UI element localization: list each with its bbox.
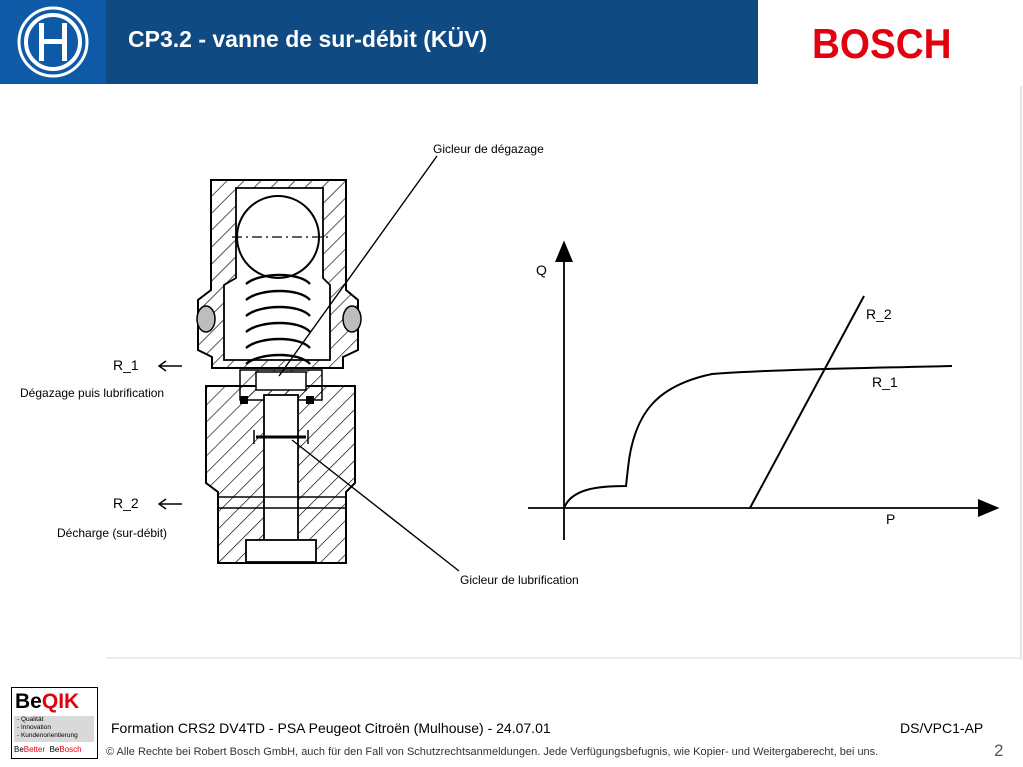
beqik-badge xyxy=(11,687,98,759)
flow-pressure-graph xyxy=(528,244,996,540)
axis-label-p: P xyxy=(886,511,896,527)
beqik-title: BeQIK xyxy=(15,690,80,713)
footer-copyright: © Alle Rechte bei Robert Bosch GmbH, auch für den Fall von Schutzrechtsanmeldungen. Jede Verfügungsbefugnis, wie Kopier- und Weitergaberecht, bei uns. xyxy=(106,746,879,758)
label-r1-port: R_1 xyxy=(113,357,139,373)
curve-label-r2: R_2 xyxy=(866,306,892,322)
footer-course: Formation CRS2 DV4TD - PSA Peugeot Citroën (Mulhouse) - 24.07.01 xyxy=(111,720,551,736)
label-r2-port: R_2 xyxy=(113,495,139,511)
label-decharge: Décharge (sur-débit) xyxy=(57,526,168,540)
valve-cross-section xyxy=(197,180,361,563)
bosch-logo xyxy=(0,0,106,84)
curve-label-r1: R_1 xyxy=(872,374,898,390)
label-gicleur-lubrification: Gicleur de lubrification xyxy=(460,573,579,587)
axis-label-q: Q xyxy=(536,262,547,278)
page-number: 2 xyxy=(994,741,1004,760)
footer-department: DS/VPC1-AP xyxy=(900,720,984,736)
label-gicleur-degazage: Gicleur de dégazage xyxy=(433,142,544,156)
beqik-slogan: BeBetter BeBosch xyxy=(14,745,82,754)
list-item: - Innovation xyxy=(17,724,51,731)
list-item: - Kundenorientierung xyxy=(17,732,78,739)
curve-r2 xyxy=(750,296,864,508)
list-item: - Qualität xyxy=(17,716,44,723)
label-degazage: Dégazage puis lubrification xyxy=(20,386,165,400)
bosch-armature-icon xyxy=(14,5,92,79)
brand-wordmark: BOSCH xyxy=(812,20,952,67)
beqik-values-list xyxy=(14,716,94,742)
page-title: CP3.2 - vanne de sur-débit (KÜV) xyxy=(128,26,488,52)
